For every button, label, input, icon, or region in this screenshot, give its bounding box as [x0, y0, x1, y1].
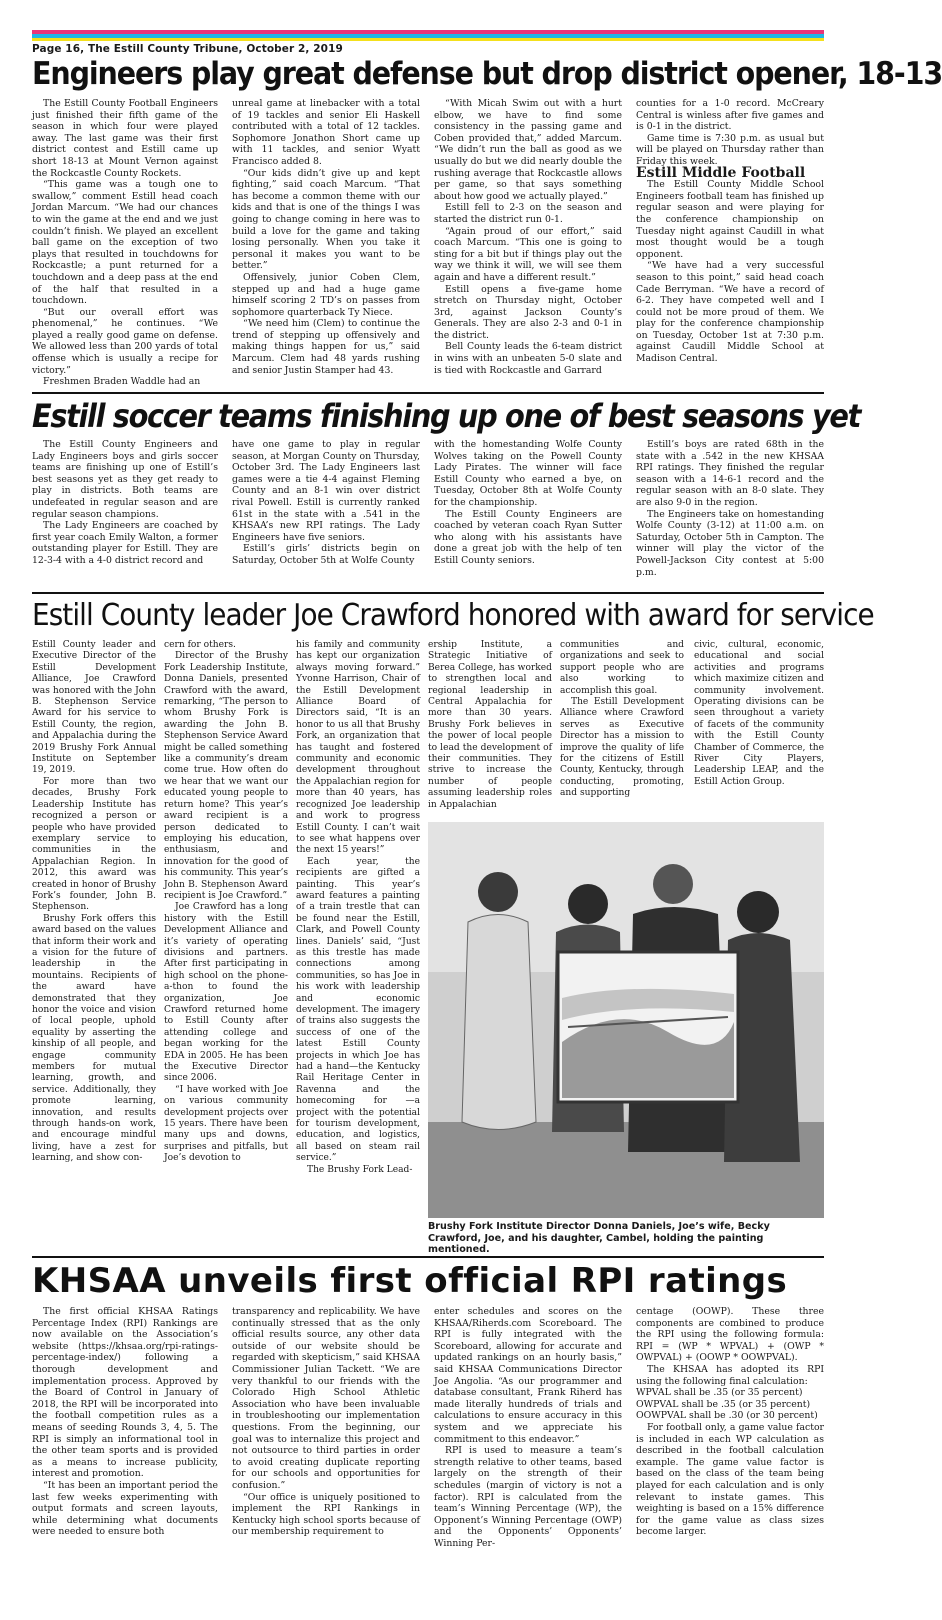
paragraph: civic, cultural, economic, educational and social activities and programs which maximize citizen and community involvement. Operating divisions can be seen throughout a variety of facets of the community with the Estill County Chamber of Commerce, the River City Players, Leadership LEAP, and the Estill Action Group. — [694, 640, 824, 787]
headline-crawford: Estill County leader Joe Crawford honored with award for service — [32, 598, 874, 633]
paragraph: have one game to play in regular season, at Morgan County on Thursday, October 3rd. The Lady Engineers last games were a tie 4-4 against Fleming County and an 8-1 win over district rival Powell. Estill is currently ranked 61st in the state with a .541 in the KHSAA’s new RPI ratings. The Lady Engineers have five seniors. — [232, 439, 420, 543]
folio: Page 16, The Estill County Tribune, October 2, 2019 — [32, 43, 343, 55]
paragraph: The Lady Engineers are coached by first year coach Emily Walton, a former outstanding player for Estill. They are 12-3-4 with a 4-0 district record and — [32, 520, 218, 566]
paragraph: centage (OOWP). These three components are combined to produce the RPI using the following formula: RPI = (WP * WPVAL) + (OWP * OWPVAL) + (OOWP * OOWPVAL). — [636, 1306, 824, 1364]
paragraph: Estill fell to 2-3 on the season and started the district run 0-1. — [434, 202, 622, 225]
paragraph: The KHSAA has adopted its RPI using the following final calculation: — [636, 1363, 824, 1387]
soccer-col-1 — [32, 439, 218, 585]
paragraph: “Our kids didn’t give up and kept fighting,” said coach Marcum. “That has become a common theme with our kids and that is one of the things I was going to change coming in here was to build a love for the game and taking losing personally. When you take it personal it makes you want to be better.” — [232, 167, 420, 272]
paragraph: counties for a 1-0 record. McCreary Central is winless after five games and is 0-1 in the district. — [636, 98, 824, 133]
paragraph: WPVAL shall be .35 (or 35 percent) — [636, 1387, 803, 1399]
color-bar-yellow — [32, 38, 824, 41]
paragraph: Offensively, junior Coben Clem, stepped up and had a huge game himself scoring 2 TD’s on passes from sophomore quarterback Ty Niece. — [232, 271, 420, 318]
paragraph: The Estill County Middle School Engineers football team has finished up regular season and were playing for the conference championship on Tuesday night against Caudill in what most thought would be a tough opponent. — [636, 179, 824, 260]
paragraph: Estill’s girls’ districts begin on Saturday, October 5th at Wolfe County — [232, 543, 420, 566]
paragraph: For football only, a game value factor is included in each WP calculation as described in the football calculation example. The game value factor is based on the class of the team being played for each calculation and is only relevant to instate games. This weighting is based on a 15% difference for the game value as class sizes become larger. — [636, 1421, 824, 1538]
paragraph: The first official KHSAA Ratings Percentage Index (RPI) Rankings are now available on the Association’s website (https://khsaa.org/rpi-ratings-percentage-index/) following a thorough development and implementation process. Approved by the Board of Control in January of 2018, the RPI will be incorporated into the football competition rules as a means of seeding Rounds 3, 4, 5. The RPI is simply an informational tool in the other team sports and is provided as a means to increase publicity, interest and promotion. — [32, 1306, 218, 1480]
paragraph: Estill opens a five-game home stretch on Thursday night, October 3rd, against Jackson County’s Generals. They are also 2-3 and 0-1 in the district. — [434, 283, 622, 341]
paragraph: transparency and replicability. We have continually stressed that as the only official results source, any other data outside of our website should be regarded with skepticism,” said KHSAA Commissioner Julian Tackett. “We are very thankful to our friends with the Colorado High School Athletic Association who have been invaluable in troubleshooting our implementation questions. From the beginning, our goal was to internalize this project and not outsource to third parties in order to avoid creating duplicate reporting for our schools and opportunities for confusion.” — [232, 1306, 420, 1491]
paragraph: The Estill Development Alliance where Crawford serves as Executive Director has a mission to improve the quality of life for the citizens of Estill County, Kentucky, through conducting, promoting, and supporting — [560, 697, 684, 799]
paragraph: OOWPVAL shall be .30 (or 30 percent) — [636, 1410, 818, 1422]
photo-caption: Brushy Fork Institute Director Donna Daniels, Joe’s wife, Becky Crawford, Joe, and his daughter, Cambel, holding the painting mentioned. — [428, 1221, 770, 1255]
paragraph: ership Institute, a Strategic Initiative of Berea College, has worked to strengthen local and regional leadership in Central Appalachia for more than 30 years. Brushy Fork believes in the power of local people to lead the development of their communities. They strive to increase the number of people assuming leadership roles in Appalachian — [428, 640, 552, 810]
paragraph: “This game was a tough one to swallow,” comment Estill head coach Jordan Marcum. “We had our chances to win the game at the end and we just couldn’t finish. We played an excellent ball game on the exception of two plays that resulted in touchdowns for Rockcastle; a punt returned for a touchdown and a deep pass at the end of the half that resulted in a touchdown. — [32, 179, 218, 307]
paragraph: unreal game at linebacker with a total of 19 tackles and senior Eli Haskell contributed with a total of 12 tackles. Sophomore Jonathon Short came up with 11 tackles, and senior Wyatt Francisco added 8. — [232, 98, 420, 167]
paragraph: his family and community has kept our organization always moving forward.” Yvonne Harrison, Chair of the Estill Development Alliance Board of Directors said, “It is an honor to us all that Brushy Fork, an organization that has taught and fostered community and economic development throughout the Appalachian region for more than 40 years, has recognized Joe leadership and work to progress Estill County. I can’t wait to see what happens over the next 15 years!” — [296, 640, 420, 856]
khsaa-col-2 — [232, 1306, 420, 1594]
paragraph: “We have had a very successful season to this point,” said head coach Cade Berryman. “We have a record of 6-2. They have competed well and I could not be more proud of them. We play for the conference championship on Tuesday, October 1st at 7:30 p.m. against Caudill Middle School at Madison Central. — [636, 260, 824, 365]
paragraph: “Again proud of our effort,” said coach Marcum. “This one is going to sting for a bit but if things play out the way we think it will, we will see them again and have a different result.” — [434, 225, 622, 283]
crawford-col-6 — [694, 640, 824, 812]
paragraph: “It has been an important period the last few weeks experimenting with output formats and screen layouts, while determining what documents were needed to ensure both — [32, 1479, 218, 1538]
paragraph: with the homestanding Wolfe County Wolves taking on the Powell County Lady Pirates. The winner will face Estill County who earned a bye, on Tuesday, October 8th at Wolfe County for the championship. — [434, 439, 622, 508]
paragraph: The Estill County Engineers and Lady Engineers boys and girls soccer teams are finishing up one of Estill’s best seasons yet as they get ready to play in districts. Both teams are undefeated in regular season and are regular season champions. — [32, 439, 218, 520]
crawford-col-2 — [164, 640, 288, 1248]
paragraph: Director of the Brushy Fork Leadership Institute, Donna Daniels, presented Crawford with the award, remarking, “The person to whom Brushy Fork is awarding the John B. Stephenson Service Award might be called something like a community’s dream come true. How often do we hear that we want our educated young people to return home? This year’s award recipient is a person dedicated to employing his education, enthusiasm, and innovation for the good of his community. This year’s John B. Stephenson Award recipient is Joe Crawford.” — [164, 651, 288, 901]
section-rule — [32, 592, 824, 594]
khsaa-col-1 — [32, 1306, 218, 1594]
paragraph: “Our office is uniquely positioned to implement the RPI Rankings in Kentucky high school sports because of our membership requirement to — [232, 1491, 420, 1538]
paragraph: cern for others. — [164, 640, 236, 650]
crawford-col-1 — [32, 640, 156, 1248]
soccer-col-2 — [232, 439, 420, 585]
paragraph: “With Micah Swim out with a hurt elbow, we have to find some consistency in the passing game and Coben provided that,” added Marcum. “We didn’t run the ball as good as we usually do but we did nearly double the rushing average that Rockcastle allows per game, so that says something about how good we actually played.” — [434, 98, 622, 202]
khsaa-col-4 — [636, 1306, 824, 1594]
paragraph: Brushy Fork offers this award based on the values that inform their work and a vision for the future of leadership in the mountains. Recipients of the award have demonstrated that they honor the voice and vision of local people, uphold equality by asserting the kinship of all people, and engage community members for mutual learning, growth, and service. Additionally, they promote learning, innovation, and results through hands-on work, and encourage mindful living, have a zest for learning, and show con- — [32, 913, 156, 1164]
paragraph: Estill County leader and Executive Director of the Estill Development Alliance, Joe Crawford was honored with the John B. Stephenson Service Award for his service to Estill County, the region, and Appalachia during the 2019 Brushy Fork Annual Institute on September 19, 2019. — [32, 640, 156, 776]
soccer-col-4 — [636, 439, 824, 585]
newspaper-page — [32, 30, 942, 1594]
paragraph: For more than two decades, Brushy Fork Leadership Institute has recognized a person or people who have provided exemplary service to communities in the Appalachian Region. In 2012, this award was created in honor of Brushy Fork’s founder, John B. Stephenson. — [32, 776, 156, 913]
football-col-3 — [434, 98, 622, 384]
section-rule — [32, 1256, 824, 1258]
award-photo-illustration — [428, 822, 824, 1218]
article-soccer — [32, 396, 861, 594]
soccer-col-3 — [434, 439, 622, 585]
football-col-2 — [232, 98, 420, 384]
award-photo-block — [428, 822, 824, 1255]
crawford-col-3 — [296, 640, 420, 1248]
paragraph: Bell County leads the 6-team district in wins with an unbeaten 5-0 slate and is tied with Rockcastle and Garrard — [434, 341, 622, 376]
section-rule — [32, 392, 824, 394]
paragraph: Joe Crawford has a long history with the Estill Development Alliance and it’s variety of operating divisions and partners. After first participating in high school on the phone-a-thon to found the organization, Joe Crawford returned home to Estill County after attending college and began working for the EDA in 2005. He has been the Executive Director since 2006. — [164, 902, 288, 1084]
paragraph: Estill’s boys are rated 68th in the state with a .542 in the new KHSAA RPI ratings. They finished the regular season with a 14-6-1 record and the regular season with an 8-0 slate. They are also 9-0 in the region. — [636, 439, 824, 508]
paragraph: Freshmen Braden Waddle had an — [43, 376, 201, 388]
crawford-col-4 — [428, 640, 552, 812]
headline-soccer: Estill soccer teams finishing up one of best seasons yet — [32, 397, 861, 435]
paragraph: “I have worked with Joe on various community development projects over 15 years. There have been many ups and downs, surprises and pitfalls, but Joe’s devotion to — [164, 1084, 288, 1164]
football-col-4 — [636, 98, 824, 384]
paragraph: The Estill County Football Engineers just finished their fifth game of the season in which four were played away. The last game was their first district contest and Estill came up short 18-13 at Mount Vernon against the Rockcastle County Rockets. — [32, 98, 218, 179]
article-crawford — [32, 596, 874, 1258]
paragraph: “But our overall effort was phenomenal,” he continues. “We played a really good game on defense. We allowed less than 200 yards of total offense which is usually a recipe for victory.” — [32, 306, 218, 376]
headline-football: Engineers play great defense but drop district opener, 18-13 — [32, 56, 942, 92]
paragraph: “We need him (Clem) to continue the trend of stepping up offensively and making things happen for us,” said Marcum. Clem had 48 yards rushing and senior Justin Stamper had 43. — [232, 318, 420, 376]
paragraph: Each year, the recipients are gifted a painting. This year’s award features a painting of a train trestle that can be found near the Estill, Clark, and Powell County lines. Daniels’ said, “Just as this trestle has made connections among communities, so has Joe in his work with leadership and economic development. The imagery of trains also suggests the success of one of the latest Estill County projects in which Joe has had a hand—the Kentucky Rail Heritage Center in Ravenna and the homecoming for —a project with the potential for tourism development, education, and logistics, all based on steam rail service.” — [296, 856, 420, 1164]
paragraph: Game time is 7:30 p.m. as usual but will be played on Thursday rather than Friday this week. — [636, 132, 824, 167]
paragraph: communities and organizations and seek to support people who are also working to accomplish this goal. — [560, 640, 684, 696]
subheadline-middle-football: Estill Middle Football — [636, 164, 806, 181]
crawford-col-5 — [560, 640, 684, 812]
article-khsaa — [32, 1260, 824, 1594]
paragraph: The Engineers take on homestanding Wolfe County (3-12) at 11:00 a.m. on Saturday, October 5th in Campton. The winner will play the victor of the Powell-Jackson City contest at 5:00 p.m. — [636, 508, 824, 578]
headline-khsaa: KHSAA unveils first official RPI ratings — [32, 1261, 788, 1301]
award-photo — [428, 822, 824, 1218]
paragraph: RPI is used to measure a team’s strength relative to other teams, based largely on the strength of their schedules (margin of victory is not a factor). RPI is calculated from the team’s Winning Percentage (WP), the Opponent’s Winning Percentage (OWP) and the Opponents’ Opponents’ Winning Per- — [434, 1445, 622, 1549]
khsaa-col-3 — [434, 1306, 622, 1594]
article-football — [32, 56, 942, 394]
paragraph: enter schedules and scores on the KHSAA/Riherds.com Scoreboard. The RPI is fully integrated with the Scoreboard, allowing for accurate and updated rankings on an hourly basis,” said KHSAA Communications Director Joe Angolia. “As our programmer and database consultant, Frank Riherd has made literally hundreds of trials and calculations to ensure accuracy in this system and we appreciate his commitment to this endeavor.” — [434, 1306, 622, 1445]
paragraph: The Brushy Fork Lead- — [307, 1164, 413, 1175]
paragraph: The Estill County Engineers are coached by veteran coach Ryan Sutter who along with his assistants have done a great job with the help of ten Estill County seniors. — [434, 508, 622, 566]
football-col-1 — [32, 98, 218, 388]
paragraph: OWPVAL shall be .35 (or 35 percent) — [636, 1398, 811, 1410]
